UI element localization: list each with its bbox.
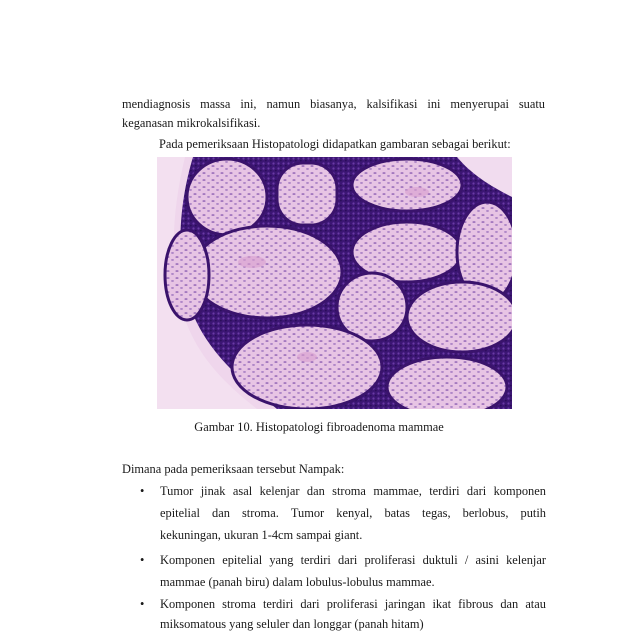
bullet-3-line-1: Komponen stroma terdiri dari proliferasi jaringan ikat fibrous dan atau bbox=[160, 597, 546, 611]
bullet-1-line-3: kekuningan, ukuran 1-4cm sampai giant. bbox=[160, 528, 363, 542]
bullet-1-line-2: epitelial dan stroma. Tumor kenyal, batas tegas, berlobus, putih bbox=[160, 506, 546, 520]
bullet-icon: • bbox=[140, 484, 145, 498]
bullet-2-line-1: Komponen epitelial yang terdiri dari proliferasi duktuli / asini kelenjar bbox=[160, 553, 546, 567]
paragraph-line-2: keganasan mikrokalsifikasi. bbox=[122, 116, 261, 130]
figure-caption: Gambar 10. Histopatologi fibroadenoma mammae bbox=[194, 420, 444, 434]
bullet-1-line-1: Tumor jinak asal kelenjar dan stroma mammae, terdiri dari komponen bbox=[160, 484, 546, 498]
bullet-icon: • bbox=[140, 597, 145, 611]
bullet-2-line-2: mammae (panah biru) dalam lobulus-lobulus mammae. bbox=[160, 575, 435, 589]
histopathology-image bbox=[157, 157, 512, 409]
list-intro: Dimana pada pemeriksaan tersebut Nampak: bbox=[122, 462, 345, 476]
histopathology-intro: Pada pemeriksaan Histopatologi didapatkan gambaran sebagai berikut: bbox=[159, 137, 511, 151]
paragraph-line-1: mendiagnosis massa ini, namun biasanya, kalsifikasi ini menyerupai suatu bbox=[122, 97, 545, 111]
bullet-icon: • bbox=[140, 553, 145, 567]
bullet-3-line-2: miksomatous yang seluler dan longgar (panah hitam) bbox=[160, 617, 424, 631]
